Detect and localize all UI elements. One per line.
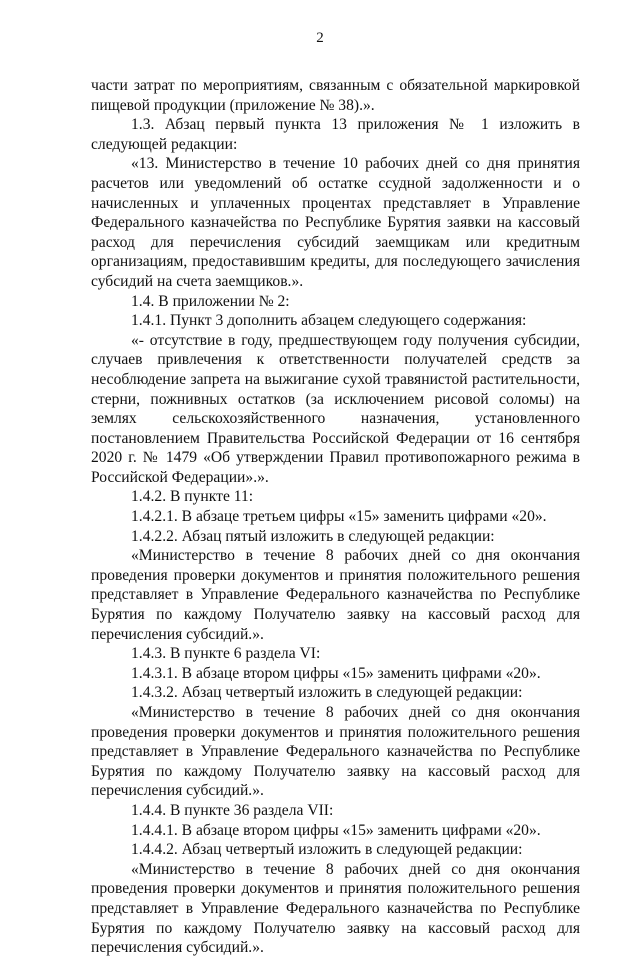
paragraph-quote-ministry-2: «Министерство в течение 8 рабочих дней со дня окончания проведения проверки документов и принятия положительного решения представляет в Управление Федерального казначейства по Республике Бурятия по каждому Получателю заявку на кассовый расход для перечисления субсидий.». [91,704,580,800]
paragraph-quote-absence: «- отсутствие в году, предшествующем году получения субсидии, случаев привлечения к ответственности получателей средств за несоблюдение запрета на выжигание сухой травянистой растительности, стерни, пожнивных остатков (за исключением рисовой соломы) на землях сельскохозяйственного назначения, установленного постановлением Правительства Российской Федерации от 16 сентября 2020 г. № 1479 «Об утверждении Правил противопожарного режима в Российской Федерации».». [91,331,580,486]
paragraph-item-1-4-2-2: 1.4.2.2. Абзац пятый изложить в следующей редакции: [131,527,495,545]
paragraph-item-1-4-2: 1.4.2. В пункте 11: [131,488,254,506]
page-number: 2 [316,30,324,46]
paragraph-item-1-4-2-1: 1.4.2.1. В абзаце третьем цифры «15» заменить цифрами «20». [131,508,547,526]
paragraph-quote-ministry-3: «Министерство в течение 8 рабочих дней со дня окончания проведения проверки документов и принятия положительного решения представляет в Управление Федерального казначейства по Республике Бурятия по каждому Получателю заявку на кассовый расход для перечисления субсидий.». [91,860,580,957]
paragraph-item-1-4: 1.4. В приложении № 2: [131,292,290,310]
paragraph-item-1-4-4-1: 1.4.4.1. В абзаце втором цифры «15» заменить цифрами «20». [131,821,541,839]
paragraph-item-1-4-3-1: 1.4.3.1. В абзаце втором цифры «15» заменить цифрами «20». [131,664,541,682]
paragraph-item-1-4-4-2: 1.4.4.2. Абзац четвертый изложить в следующей редакции: [131,841,523,859]
paragraph-item-1-4-4: 1.4.4. В пункте 36 раздела VII: [131,801,334,819]
paragraph-item-1-4-3-2: 1.4.3.2. Абзац четвертый изложить в следующей редакции: [131,684,523,702]
paragraph-quote-ministry-1: «Министерство в течение 8 рабочих дней со дня окончания проведения проверки документов и принятия положительного решения представляет в Управление Федерального казначейства по Республике Бурятия по каждому Получателю заявку на кассовый расход для перечисления субсидий.». [91,547,580,643]
paragraph-quote-13: «13. Министерство в течение 10 рабочих дней со дня принятия расчетов или уведомлений об остатке ссудной задолженности и о начисленных и уплаченных процентах представляет в Управление Федерального казначейства по Республике Бурятия заявки на кассовый расход для перечисления субсидий заемщикам или кредитным организациям, предоставившим кредиты, для последующего зачисления субсидий на счета заемщиков.». [91,155,580,290]
paragraph-item-1-3: 1.3. Абзац первый пункта 13 приложения № 1 изложить в следующей редакции: [91,116,580,153]
paragraph-item-1-4-3: 1.4.3. В пункте 6 раздела VI: [131,645,321,663]
paragraph-continuation: части затрат по мероприятиям, связанным с обязательной маркировкой пищевой продукции (приложение № 38).». [91,77,580,114]
paragraph-item-1-4-1: 1.4.1. Пункт 3 дополнить абзацем следующего содержания: [131,312,527,330]
document-body [91,76,580,958]
